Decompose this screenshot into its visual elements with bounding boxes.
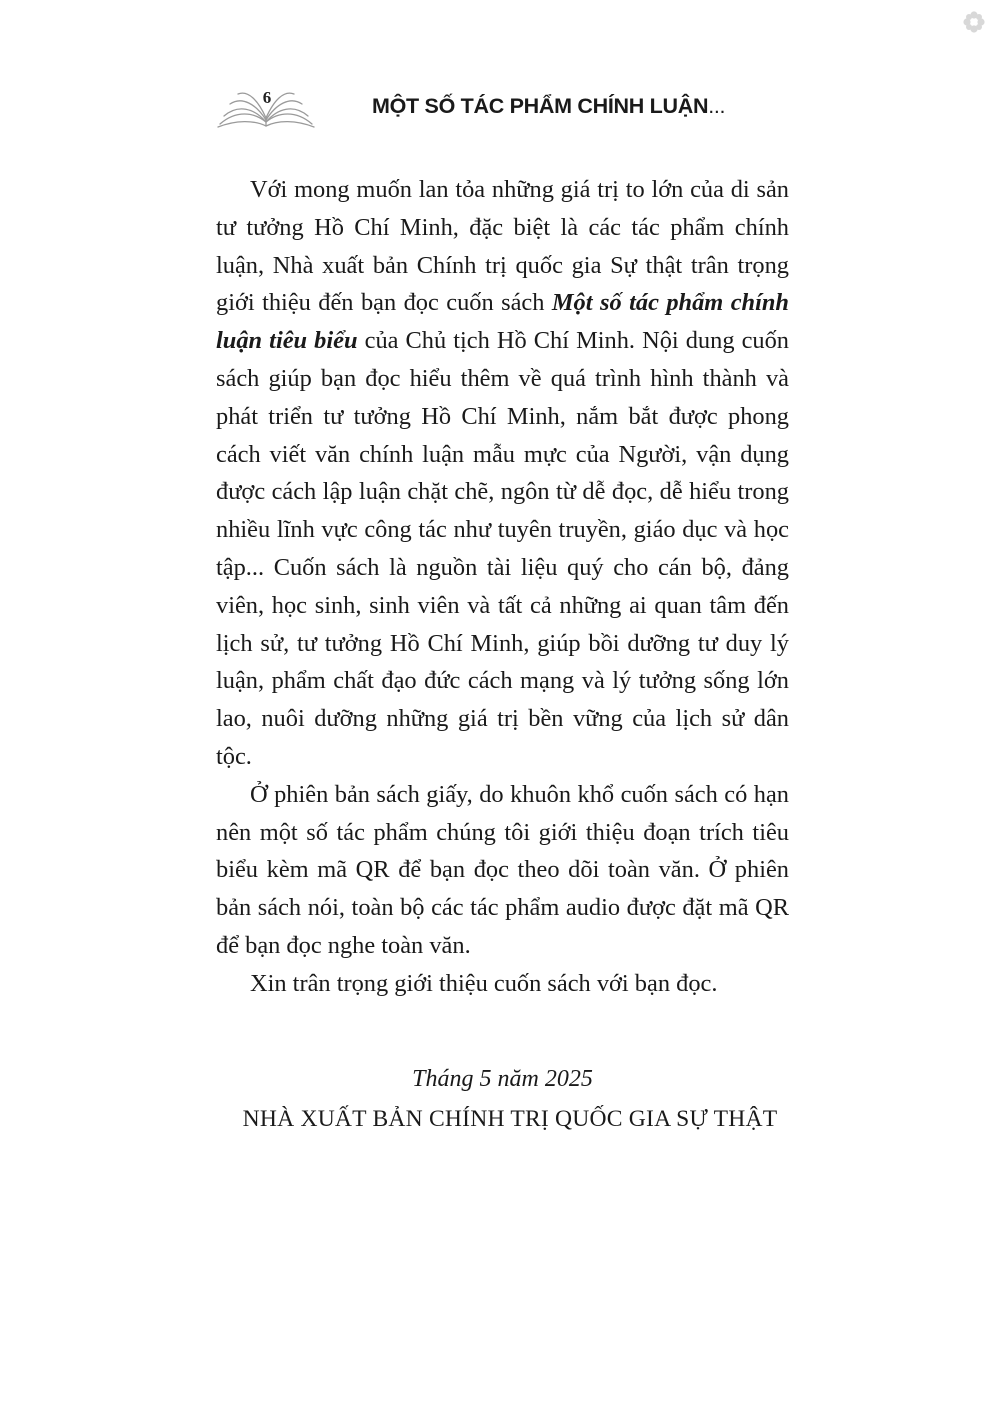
paragraph-editions: Ở phiên bản sách giấy, do khuôn khổ cuốn sách có hạn nên một số tác phẩm chúng tôi giới thiệu đoạn trích tiêu biểu kèm mã QR để bạn đọc theo dõi toàn văn. Ở phiên bản sách nói, toàn bộ các tác phẩm audio được đặt mã QR để bạn đọc nghe toàn văn. — [216, 780, 789, 959]
page-number: 6 — [262, 88, 272, 107]
page-header — [216, 82, 796, 132]
running-title — [372, 94, 725, 119]
paragraph-closing: Xin trân trọng giới thiệu cuốn sách với bạn đọc. — [250, 969, 718, 997]
paragraph-intro-part-2: của Chủ tịch Hồ Chí Minh. Nội dung cuốn sách giúp bạn đọc hiểu thêm về quá trình hình thành và phát triển tư tưởng Hồ Chí Minh, nắm bắt được phong cách viết văn chính luận mẫu mực của Người, vận dụng được cách lập luận chặt chẽ, ngôn từ dễ đọc, dễ hiểu trong nhiều lĩnh vực công tác như tuyên truyền, giáo dục và học tập... Cuốn sách là nguồn tài liệu quý cho cán bộ, đảng viên, học sinh, sinh viên và tất cả những ai quan tâm đến lịch sử, tư tưởng Hồ Chí Minh, giúp bồi dưỡng tư duy lý luận, phẩm chất đạo đức cách mạng và lý tưởng sống lớn lao, nuôi dưỡng những giá trị bền vững của lịch sử dân tộc. — [216, 327, 789, 770]
paragraph-intro-part-1: Với mong muốn lan tỏa những giá trị to lớn của di sản tư tưởng Hồ Chí Minh, đặc biệt là các tác phẩm chính luận, Nhà xuất bản Chính trị quốc gia Sự thật trân trọng giới thiệu đến bạn đọc cuốn sách — [216, 176, 789, 317]
running-title-text: MỘT SỐ TÁC PHẨM CHÍNH LUẬN — [372, 94, 709, 118]
publisher-signature: NHÀ XUẤT BẢN CHÍNH TRỊ QUỐC GIA SỰ THẬT — [242, 1106, 778, 1132]
book-title: Một số tác phẩm chính luận tiêu biểu — [216, 289, 789, 355]
date-line: Tháng 5 năm 2025 — [412, 1066, 593, 1092]
body-text — [216, 171, 789, 1003]
paragraph-intro — [216, 171, 789, 776]
flower-icon — [962, 10, 986, 34]
running-title-ellipsis: ... — [708, 94, 726, 118]
